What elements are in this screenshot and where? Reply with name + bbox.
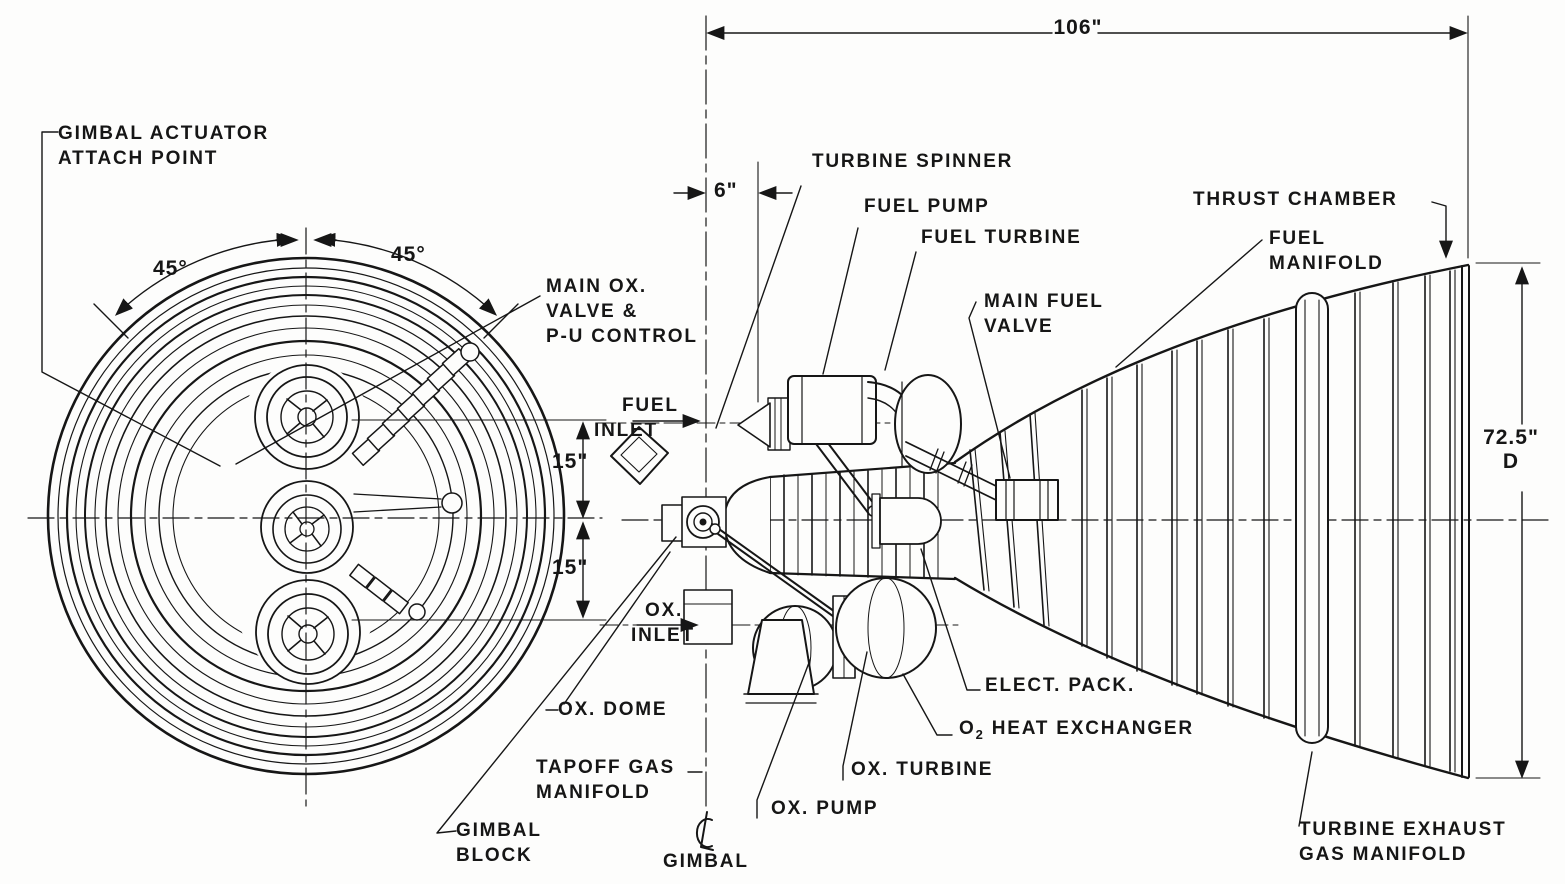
- main-fuel-valve-label: MAIN FUEL VALVE: [984, 291, 1104, 337]
- tapoff-label: TAPOFF GAS MANIFOLD: [536, 757, 676, 803]
- fuel-pump-shape: [788, 376, 876, 444]
- ox-inlet-label: OX. INLET: [631, 600, 695, 646]
- overall-length-value: 106": [1053, 16, 1103, 39]
- overall-length-dimension: [709, 16, 1468, 258]
- end-view: [28, 132, 606, 806]
- fuel-inlet-label: FUEL INLET: [594, 395, 679, 441]
- angle-right-label: 45°: [391, 243, 426, 266]
- o2-heat-exchanger-label: $O_2$ HEAT EXCHANGER: [959, 718, 1194, 742]
- lower-offset-value: 15": [552, 556, 589, 579]
- turbine-spinner-label: TURBINE SPINNER: [812, 151, 1014, 172]
- o2-heat-exchanger-shape: [836, 578, 936, 678]
- thrust-chamber-label: THRUST CHAMBER: [1193, 189, 1398, 210]
- fuel-pump-label: FUEL PUMP: [864, 196, 990, 217]
- ox-dome-shape: [724, 477, 770, 573]
- ox-dome-label: OX. DOME: [558, 699, 668, 720]
- fuel-turbine-label: FUEL TURBINE: [921, 227, 1082, 248]
- fuel-pump-leader: [823, 228, 858, 374]
- gimbal-block-label: GIMBAL BLOCK: [456, 820, 542, 866]
- fuel-turbine-leader: [885, 252, 916, 370]
- elect-pack-label: ELECT. PACK.: [985, 675, 1136, 696]
- thrust-chamber-leader: [1432, 202, 1446, 256]
- gimbal-block-shape: [662, 505, 684, 541]
- gimbal-centerline-symbol: [697, 812, 713, 850]
- gimbal-actuator-label: GIMBAL ACTUATOR ATTACH POINT: [58, 123, 270, 169]
- ox-turbine-label: OX. TURBINE: [851, 759, 994, 780]
- gimbal-offset-value: 6": [714, 179, 738, 202]
- main-fuel-valve-shape: [996, 480, 1058, 520]
- gimbal-centerline-label: GIMBAL: [663, 851, 749, 872]
- thrust-chamber-bell: [955, 265, 1469, 778]
- turbine-spinner-shape: [738, 403, 770, 447]
- turbine-exhaust-label: TURBINE EXHAUST GAS MANIFOLD: [1299, 819, 1507, 865]
- turbopump-cluster: [255, 365, 360, 684]
- lower-components: [744, 494, 941, 703]
- elect-pack-shape: [880, 498, 941, 544]
- exit-diameter-label: 72.5" D: [1483, 426, 1539, 473]
- gimbal-pivot: [700, 519, 707, 526]
- main-ox-valve-label: MAIN OX. VALVE & P-U CONTROL: [546, 276, 698, 347]
- o2-heat-exchanger-leader: [903, 674, 952, 735]
- fuel-pump-group: [738, 375, 961, 473]
- upper-offset-value: 15": [552, 450, 589, 473]
- fuel-manifold-label: FUEL MANIFOLD: [1269, 228, 1384, 274]
- fuel-manifold-leader: [1116, 240, 1262, 367]
- angle-left-label: 45°: [153, 257, 188, 280]
- turbine-exhaust-manifold-ring: [1296, 293, 1328, 743]
- ox-pump-label: OX. PUMP: [771, 798, 879, 819]
- fuel-turbine-shape: [895, 375, 961, 473]
- turbine-exhaust-leader: [1299, 752, 1312, 826]
